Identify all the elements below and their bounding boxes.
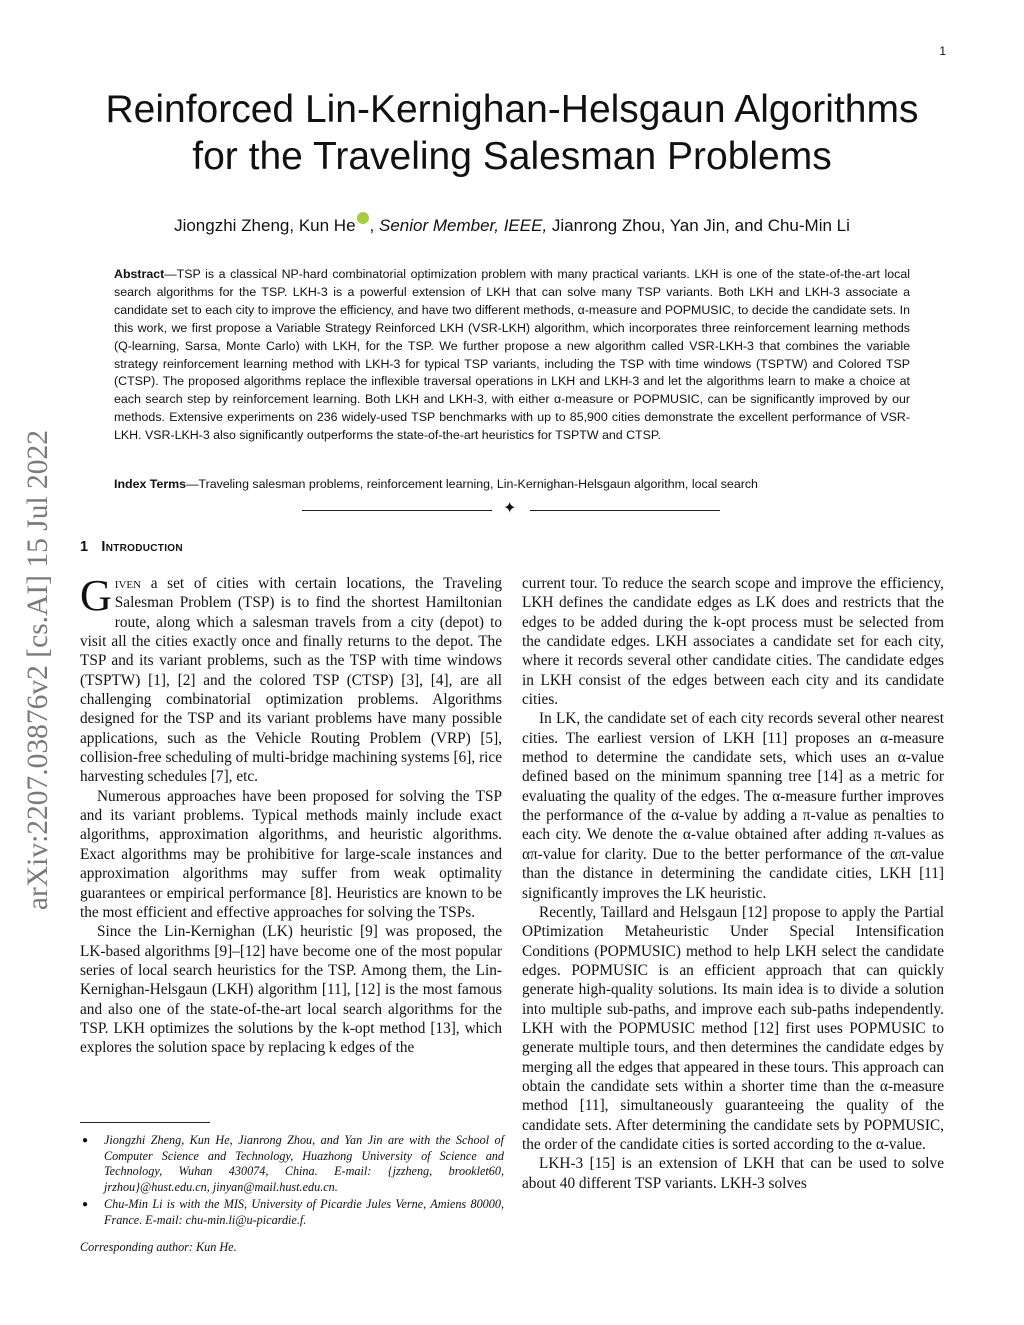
footnote-rule: [80, 1122, 210, 1123]
abstract: [114, 266, 910, 445]
authors-first: Jiongzhi Zheng, Kun He: [174, 216, 356, 235]
paragraph-text: a set of cities with certain locations, the Traveling Salesman Problem (TSP) is to find the shortest Hamiltonian route, along which a salesman travels from a city (depot) to visit all the cities exactly once and finally returns to the depot. The TSP and its variant problems, such as the TSP with time windows (TSPTW) [1], [2] and the colored TSP (CTSP) [3], [4], are all challenging combinatorial optimization problems. Algorithms designed for the TSP and its variant problems have many possible applications, such as the Vehicle Routing Problem (VRP) [5], collision-free scheduling of multi-bridge machining systems [6], rice harvesting schedules [7], etc.: [80, 575, 502, 786]
paragraph: Numerous approaches have been proposed for solving the TSP and its variant problems. Typical methods mainly include exact algorithms, approximation algorithms, and heuristic algorithms. Exact algorithms may be prohibitive for large-scale instances and approximation algorithms may suffer from weak optimality guarantees or empirical performance [8]. Heuristics are known to be the most efficient and effective approaches for solving the TSPs.: [80, 787, 502, 921]
corresponding-author: Corresponding author: Kun He.: [80, 1240, 237, 1255]
separator-rule-left: [302, 510, 492, 511]
arxiv-identifier[interactable]: arXiv:2207.03876v2 [cs.AI] 15 Jul 2022: [22, 429, 54, 911]
left-column: [80, 571, 502, 1058]
paragraph: Recently, Taillard and Helsgaun [12] propose to apply the Partial OPtimization Metaheuristic Under Special Intensification Conditions (POPMUSIC) method to help LKH select the candidate edges. POPMUSIC is an efficient approach that can quickly generate high-quality solutions. Its main idea is to divide a solution into multiple sub-paths, and improve each sub-paths independently. LKH with the POPMUSIC method [12] first uses POPMUSIC to generate multiple tours, and then determines the candidate edges by merging all the edges that appeared in these tours. This approach can obtain the candidate sets within a shorter time than the α-measure method [11], simultaneously guaranteeing the quality of the candidate sets. After determining the candidate sets by POPMUSIC, the order of the candidate cities is sorted according to the α-value.: [522, 903, 944, 1153]
right-column: [522, 574, 944, 1193]
separator-rule-right: [530, 510, 720, 511]
index-terms-label: Index Terms: [114, 477, 187, 491]
paper-title: [60, 86, 964, 180]
orcid-icon[interactable]: [357, 212, 369, 224]
title-line-1: Reinforced Lin-Kernighan-Helsgaun Algorithms: [105, 88, 919, 131]
author-list: Jiongzhi Zheng, Kun He , Senior Member, IEEE, Jianrong Zhou, Yan Jin, and Chu-Min Li: [60, 212, 964, 236]
bullet-icon: ●: [82, 1135, 89, 1146]
page-number: 1: [939, 44, 946, 58]
section-title: Introduction: [101, 539, 183, 555]
title-line-2: for the Traveling Salesman Problems: [192, 135, 832, 178]
footnote-item: [80, 1133, 504, 1196]
paragraph: Since the Lin-Kernighan (LK) heuristic [9] was proposed, the LK-based algorithms [9]–[12] have become one of the most popular series of local search heuristics for the TSP. Among them, the Lin-Kernighan-Helsgaun (LKH) algorithm [11], [12] is the most famous and also one of the state-of-the-art local search algorithms for the TSP. LKH optimizes the solutions by the k-opt method [13], which explores the solution space by replacing k edges of the: [80, 923, 502, 1057]
paragraph: In LK, the candidate set of each city records several other nearest cities. The earliest version of LKH [11] proposes an α-measure method to determine the candidate sets, which uses an α-value defined based on the minimum spanning tree [14] as a metric for evaluating the quality of the edges. The α-measure further improves the performance of the α-value by adding a π-value as penalties to each city. We denote the α-value obtained after adding π-values as απ-value for clarity. Due to the better performance of the απ-value than the distance in determining the candidate cities, LKH [11] significantly improves the LK heuristic.: [522, 710, 944, 902]
paragraph: LKH-3 [15] is an extension of LKH that can be used to solve about 40 different TSP variants. LKH-3 solves: [522, 1155, 944, 1192]
paragraph: current tour. To reduce the search scope and improve the efficiency, LKH defines the candidate edges as LK does and restricts that the edges to be added during the k-opt process must be selected from the candidate edges. LKH associates a candidate set for each city, where it records several other candidate cities. The candidate edges in LKH consist of the edges between each city and its candidate cities.: [522, 575, 944, 709]
paragraph: [80, 571, 502, 787]
index-terms-text: —Traveling salesman problems, reinforcement learning, Lin-Kernighan-Helsgaun algorithm, local search: [186, 477, 758, 491]
author-membership: Senior Member, IEEE,: [378, 216, 548, 235]
abstract-text: —TSP is a classical NP-hard combinatorial optimization problem with many practical variants. LKH is one of the state-of-the-art local search algorithms for the TSP. LKH-3 is a powerful extension of LKH that can solve many TSP variants. Both LKH and LKH-3 associate a candidate set to each city to improve the efficiency, and have two different methods, α-measure and POPMUSIC, to decide the candidate sets. In this work, we first propose a Variable Strategy Reinforced LKH (VSR-LKH) algorithm, which incorporates three reinforcement learning methods (Q-learning, Sarsa, Monte Carlo) with LKH, for the TSP. We further propose a new algorithm called VSR-LKH-3 that combines the variable strategy reinforcement learning method with LKH-3 for typical TSP variants, including the TSP with time windows (TSPTW) and Colored TSP (CTSP). The proposed algorithms replace the inflexible traversal operations in LKH and LKH-3 and let the algorithms learn to make a choice at each search step by reinforcement learning. Both LKH and LKH-3, with either α-measure or POPMUSIC, can be significantly improved by our methods. Extensive experiments on 236 widely-used TSP benchmarks with up to 85,900 cities demonstrate the excellent performance of VSR-LKH. VSR-LKH-3 also significantly outperforms the state-of-the-art heuristics for TSPTW and CTSP.: [114, 267, 910, 443]
section-number: 1: [80, 539, 89, 555]
footnote-text: Jiongzhi Zheng, Kun He, Jianrong Zhou, and Yan Jin are with the School of Computer Science and Technology, Huazhong University of Science and Technology, Wuhan 430074, China. E-mail: {jzzheng, brooklet60, jrzhou}@hust.edu.cn, jinyan@mail.hust.edu.cn.: [104, 1133, 504, 1195]
section-heading: [80, 539, 183, 555]
drop-cap: G: [80, 571, 112, 620]
footnotes: [80, 1133, 504, 1256]
bullet-icon: ●: [82, 1198, 89, 1210]
index-terms: [114, 476, 910, 493]
opening-small-caps: iven: [114, 575, 142, 592]
separator-diamond-icon: ✦: [503, 500, 517, 517]
footnote-text: Chu-Min Li is with the MIS, University of Picardie Jules Verne, Amiens 80000, France. E-mail: chu-min.li@u-picardie.f.: [104, 1196, 504, 1227]
authors-rest: Jianrong Zhou, Yan Jin, and Chu-Min Li: [551, 216, 850, 235]
footnote-item: [80, 1197, 504, 1228]
abstract-label: Abstract: [114, 267, 165, 281]
